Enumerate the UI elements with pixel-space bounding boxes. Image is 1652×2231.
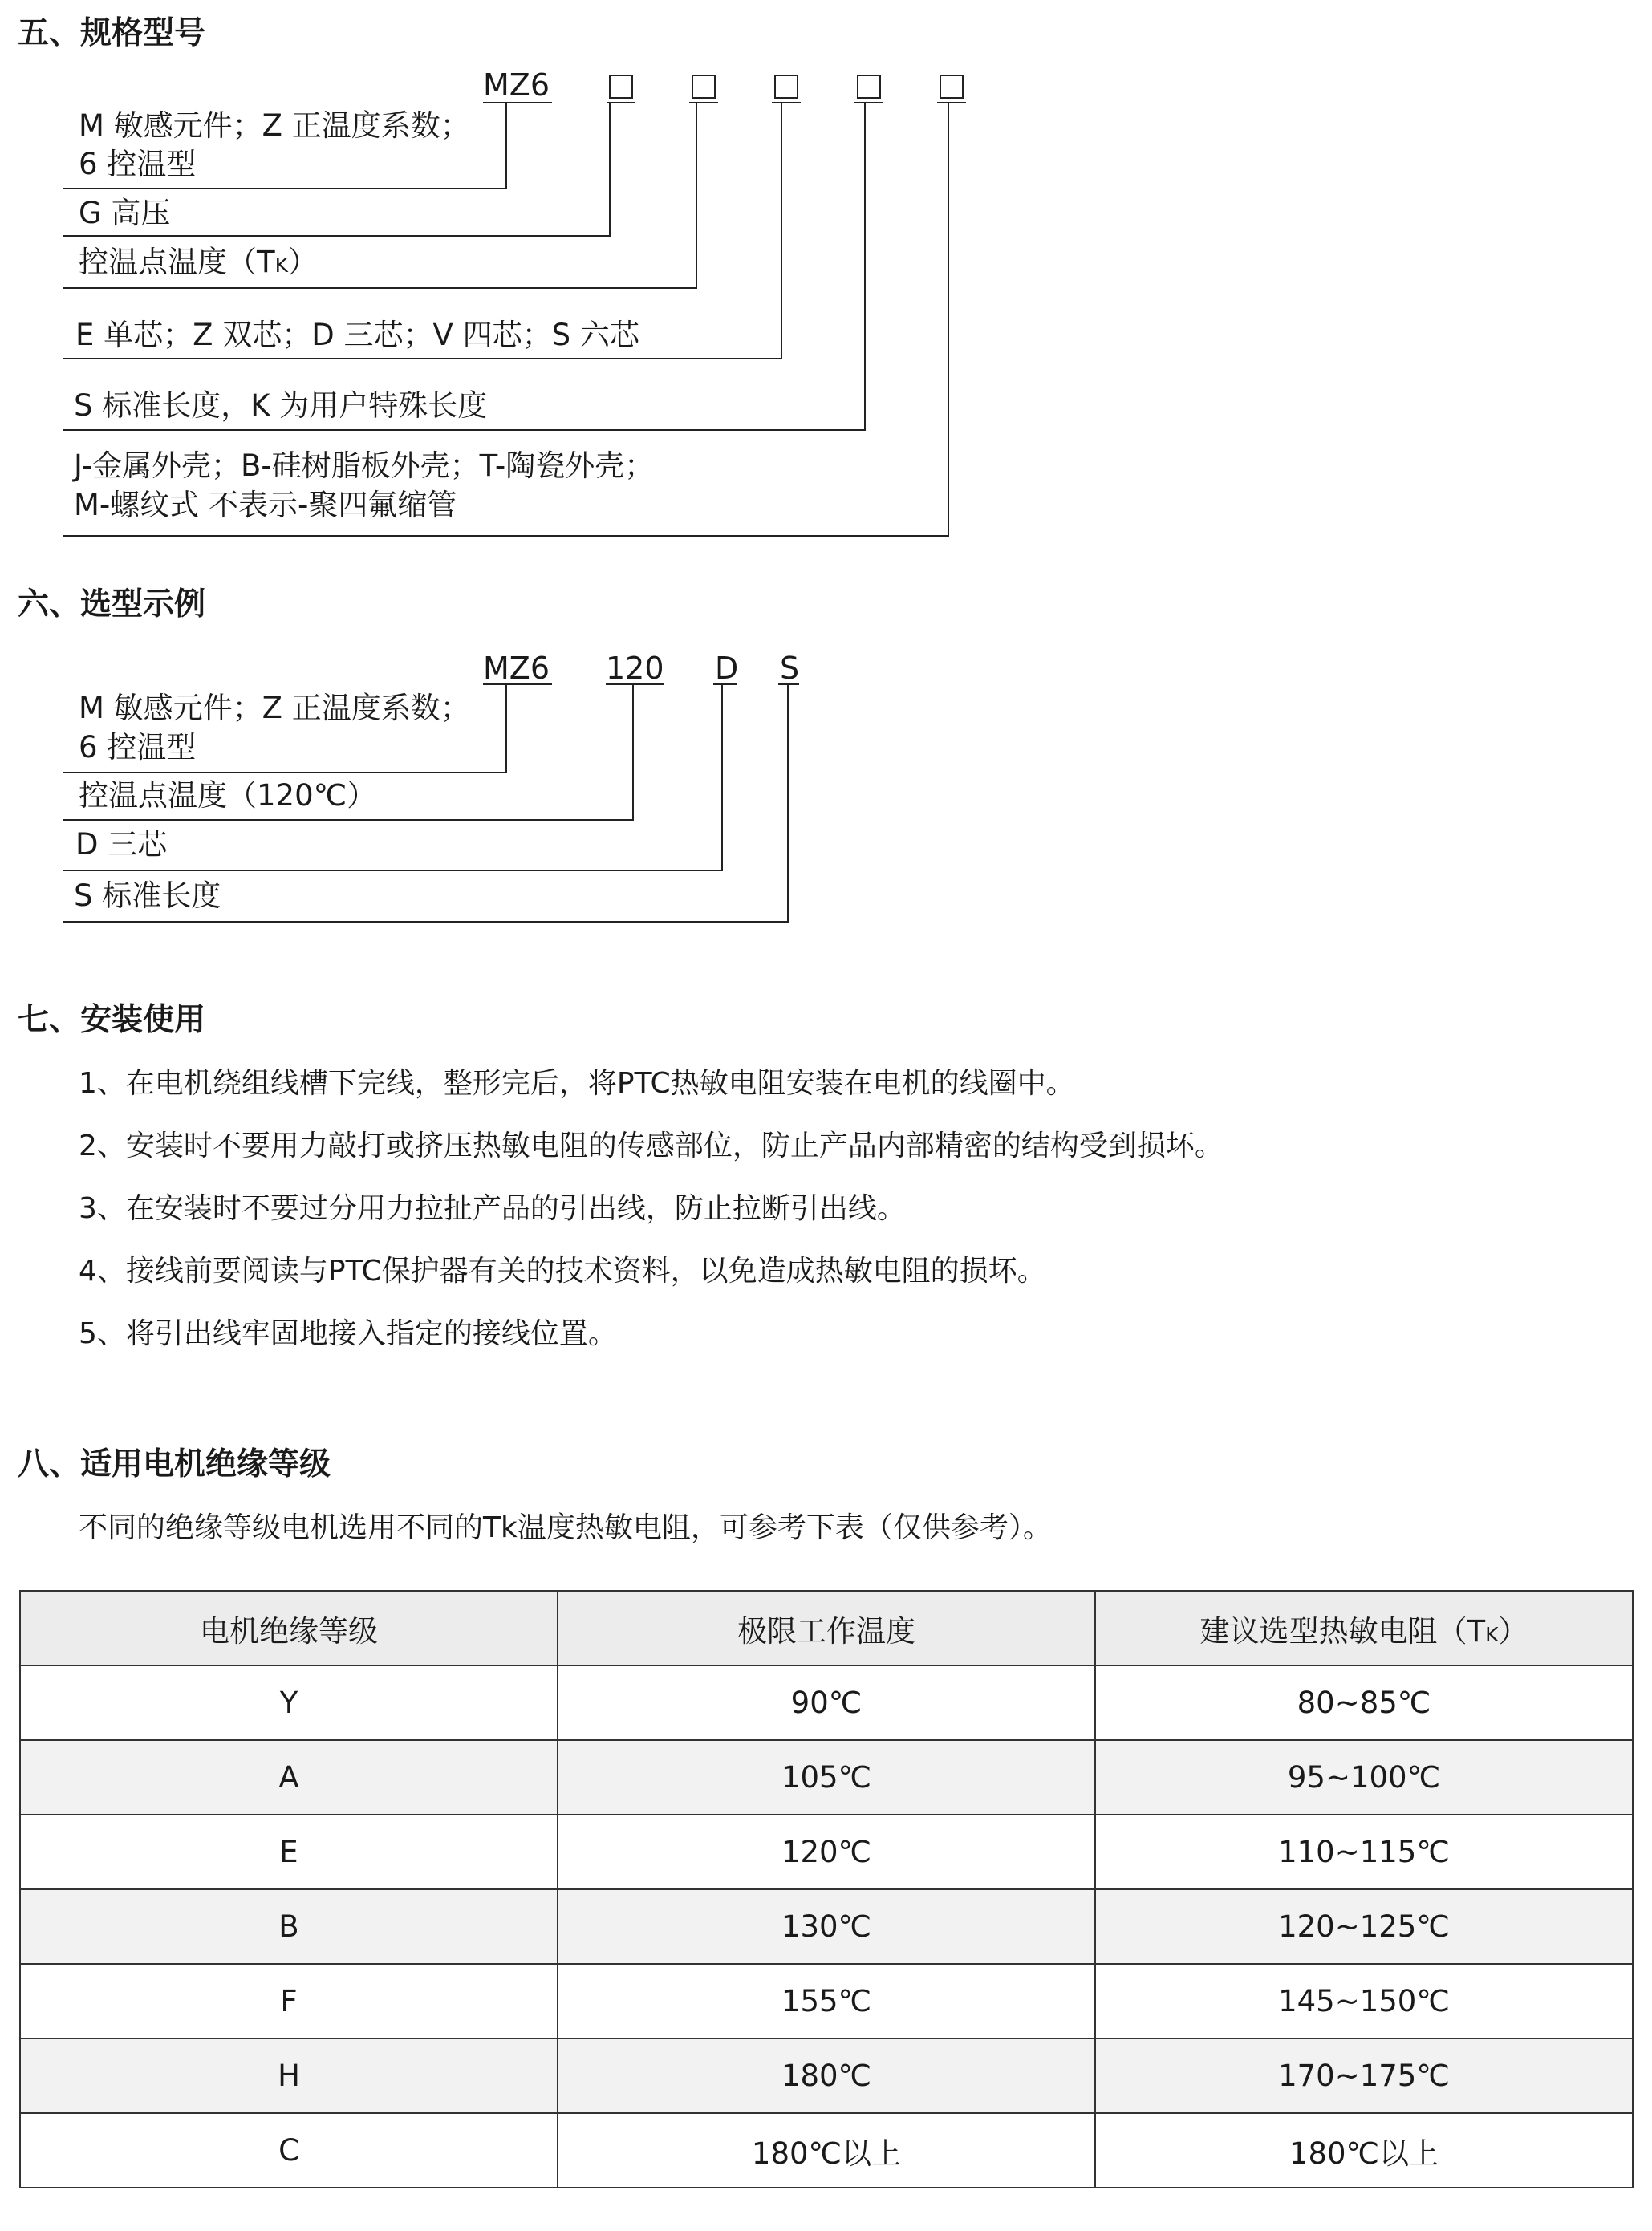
cell-insulation-grade: H bbox=[20, 2038, 558, 2113]
cell-recommended-thermistor: 145~150℃ bbox=[1095, 1964, 1633, 2038]
cell-insulation-grade: E bbox=[20, 1815, 558, 1889]
spec-square-1-underline bbox=[607, 102, 635, 103]
example-code-120-underline bbox=[606, 683, 664, 685]
install-item-3: 3、在安装时不要过分用力拉扯产品的引出线，防止拉断引出线。 bbox=[79, 1192, 906, 1225]
table-row bbox=[20, 2113, 1633, 2188]
spec-square-1 bbox=[609, 75, 633, 99]
cell-max-working-temp: 105℃ bbox=[558, 1740, 1095, 1815]
spec-square-5-underline bbox=[937, 102, 966, 103]
spec-row-5: S 标准长度，K 为用户特殊长度 bbox=[74, 388, 488, 423]
model-code-underline bbox=[483, 102, 552, 103]
spec-row-1-line-1: M 敏感元件；Z 正温度系数； bbox=[79, 108, 470, 143]
example-leader-h-4 bbox=[63, 921, 789, 923]
leader-h-1 bbox=[63, 188, 507, 189]
example-row-1-line-1: M 敏感元件；Z 正温度系数； bbox=[79, 691, 470, 725]
spec-square-3-underline bbox=[772, 102, 801, 103]
example-leader-v-3 bbox=[721, 683, 723, 870]
leader-v-4 bbox=[781, 102, 782, 359]
spec-square-2-underline bbox=[689, 102, 718, 103]
insulation-grade-table bbox=[19, 1590, 1634, 2188]
table-row bbox=[20, 1889, 1633, 1964]
model-code: MZ6 bbox=[483, 67, 550, 103]
leader-h-4 bbox=[63, 358, 782, 359]
table-header-row bbox=[20, 1591, 1633, 1665]
example-code-d: D bbox=[715, 651, 739, 686]
cell-max-working-temp: 155℃ bbox=[558, 1964, 1095, 2038]
example-row-2: 控温点温度（120℃） bbox=[79, 778, 377, 813]
example-leader-v-2 bbox=[632, 683, 634, 820]
cell-max-working-temp: 120℃ bbox=[558, 1815, 1095, 1889]
table-row bbox=[20, 1964, 1633, 2038]
table-row bbox=[20, 2038, 1633, 2113]
header-max-working-temp: 极限工作温度 bbox=[558, 1591, 1095, 1665]
spec-square-4-underline bbox=[854, 102, 883, 103]
example-code-mz6: MZ6 bbox=[483, 651, 550, 686]
install-item-5: 5、将引出线牢固地接入指定的接线位置。 bbox=[79, 1317, 617, 1350]
leader-v-1 bbox=[505, 102, 507, 189]
cell-max-working-temp: 180℃以上 bbox=[558, 2113, 1095, 2188]
example-code-s: S bbox=[780, 651, 800, 686]
cell-recommended-thermistor: 80~85℃ bbox=[1095, 1665, 1633, 1740]
spec-square-5 bbox=[940, 75, 964, 99]
cell-recommended-thermistor: 170~175℃ bbox=[1095, 2038, 1633, 2113]
cell-recommended-thermistor: 120~125℃ bbox=[1095, 1889, 1633, 1964]
spec-row-4: E 单芯；Z 双芯；D 三芯；V 四芯；S 六芯 bbox=[75, 318, 639, 352]
leader-h-5 bbox=[63, 429, 866, 431]
spec-row-2: G 高压 bbox=[79, 196, 171, 230]
leader-h-3 bbox=[63, 287, 697, 289]
spec-square-2 bbox=[692, 75, 716, 99]
example-leader-h-2 bbox=[63, 819, 634, 821]
cell-max-working-temp: 180℃ bbox=[558, 2038, 1095, 2113]
install-item-4: 4、接线前要阅读与PTC保护器有关的技术资料，以免造成热敏电阻的损坏。 bbox=[79, 1255, 1046, 1288]
spec-row-3: 控温点温度（TK） bbox=[79, 245, 319, 279]
cell-recommended-thermistor: 180℃以上 bbox=[1095, 2113, 1633, 2188]
cell-insulation-grade: A bbox=[20, 1740, 558, 1815]
example-leader-h-3 bbox=[63, 870, 723, 871]
example-code-120: 120 bbox=[606, 651, 664, 686]
table-row bbox=[20, 1665, 1633, 1740]
example-row-1-line-2: 6 控温型 bbox=[79, 730, 197, 765]
section-5-heading: 五、规格型号 bbox=[18, 15, 206, 51]
install-item-2: 2、安装时不要用力敲打或挤压热敏电阻的传感部位，防止产品内部精密的结构受到损坏。 bbox=[79, 1130, 1224, 1162]
leader-v-3 bbox=[696, 102, 697, 288]
install-item-1: 1、在电机绕组线槽下完线，整形完后，将PTC热敏电阻安装在电机的线圈中。 bbox=[79, 1067, 1075, 1100]
leader-h-6 bbox=[63, 535, 949, 537]
cell-insulation-grade: F bbox=[20, 1964, 558, 2038]
spec-square-3 bbox=[774, 75, 798, 99]
leader-v-6 bbox=[948, 102, 949, 536]
cell-insulation-grade: B bbox=[20, 1889, 558, 1964]
spec-row-6-line-2: M-螺纹式 不表示-聚四氟缩管 bbox=[74, 488, 457, 522]
spec-row-6-line-1: J-金属外壳；B-硅树脂板外壳；T-陶瓷外壳； bbox=[74, 448, 655, 483]
leader-v-5 bbox=[864, 102, 866, 430]
section-6-heading: 六、选型示例 bbox=[18, 586, 206, 623]
section-7-heading: 七、安装使用 bbox=[18, 1002, 206, 1038]
example-row-4: S 标准长度 bbox=[74, 878, 221, 913]
cell-insulation-grade: Y bbox=[20, 1665, 558, 1740]
leader-v-2 bbox=[609, 102, 611, 236]
example-code-d-underline bbox=[713, 683, 737, 685]
cell-recommended-thermistor: 110~115℃ bbox=[1095, 1815, 1633, 1889]
header-recommended-thermistor: 建议选型热敏电阻（TK） bbox=[1095, 1591, 1633, 1665]
section-8-heading: 八、适用电机绝缘等级 bbox=[18, 1446, 331, 1483]
leader-h-2 bbox=[63, 235, 611, 237]
example-code-mz6-underline bbox=[483, 683, 552, 685]
spec-square-4 bbox=[857, 75, 881, 99]
spec-row-1-line-2: 6 控温型 bbox=[79, 147, 197, 181]
header-insulation-grade: 电机绝缘等级 bbox=[20, 1591, 558, 1665]
cell-max-working-temp: 90℃ bbox=[558, 1665, 1095, 1740]
section-8-intro: 不同的绝缘等级电机选用不同的Tk温度热敏电阻，可参考下表（仅供参考）。 bbox=[79, 1511, 1052, 1544]
example-leader-v-4 bbox=[787, 683, 789, 922]
example-code-s-underline bbox=[778, 683, 799, 685]
cell-recommended-thermistor: 95~100℃ bbox=[1095, 1740, 1633, 1815]
table-row bbox=[20, 1815, 1633, 1889]
cell-max-working-temp: 130℃ bbox=[558, 1889, 1095, 1964]
example-row-3: D 三芯 bbox=[75, 827, 168, 862]
cell-insulation-grade: C bbox=[20, 2113, 558, 2188]
table-row bbox=[20, 1740, 1633, 1815]
example-leader-h-1 bbox=[63, 772, 507, 773]
example-leader-v-1 bbox=[505, 683, 507, 773]
